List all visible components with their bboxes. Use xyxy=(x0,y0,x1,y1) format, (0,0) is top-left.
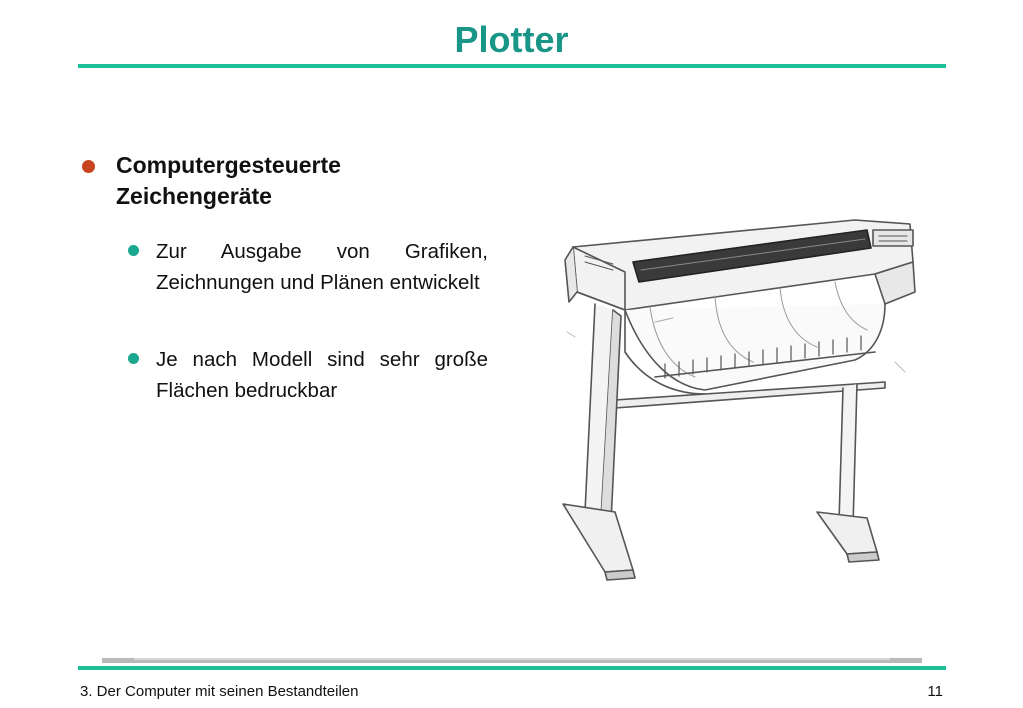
footer-shadow-divider-inner xyxy=(134,658,890,660)
sub-bullet xyxy=(128,344,488,406)
bullet-text: Computergesteuerte Zeichengeräte xyxy=(116,152,341,209)
sub-bullet-dot-icon xyxy=(128,353,139,364)
sub-bullet-text: Je nach Modell sind sehr große Flächen bedruckbar xyxy=(156,348,488,402)
sub-bullet xyxy=(128,236,488,298)
footer-divider xyxy=(78,666,946,670)
title-divider xyxy=(78,64,946,68)
bullet-dot-icon xyxy=(82,160,95,173)
bullet-level-1 xyxy=(82,150,502,212)
page-number: 11 xyxy=(927,683,943,700)
sub-bullet-dot-icon xyxy=(128,245,139,256)
plotter-illustration-icon xyxy=(555,212,965,582)
slide-title: Plotter xyxy=(454,19,569,60)
sub-bullet-text: Zur Ausgabe von Grafiken, Zeichnungen und Plänen entwickelt xyxy=(156,240,488,294)
footer-section-title: 3. Der Computer mit seinen Bestandteilen xyxy=(80,683,359,700)
